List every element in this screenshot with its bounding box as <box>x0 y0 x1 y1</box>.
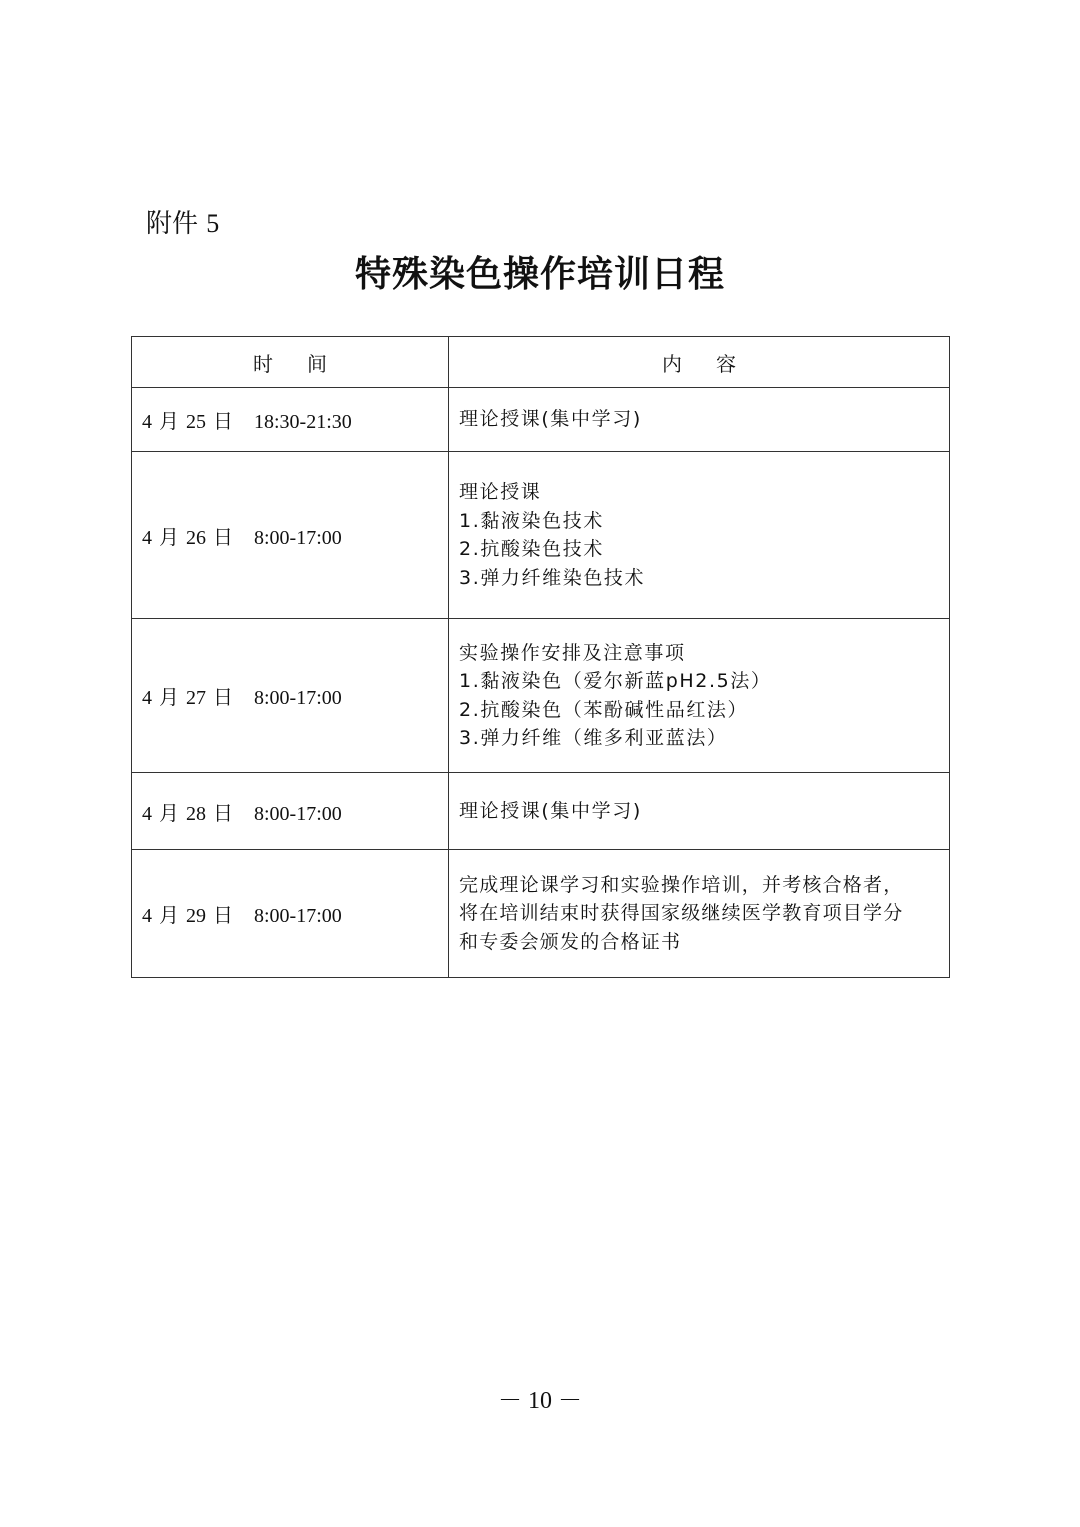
attachment-prefix: 附件 <box>146 209 199 239</box>
row-content <box>449 452 950 619</box>
content-line: 1.黏液染色技术 <box>459 509 604 532</box>
schedule-table <box>131 336 950 978</box>
table-row <box>132 619 950 773</box>
row-time: 4 月 25 日 18:30-21:30 <box>132 388 449 452</box>
content-line: 2.抗酸染色技术 <box>459 538 604 560</box>
row-content <box>449 619 950 773</box>
content-line: 理论授课(集中学习) <box>459 799 642 822</box>
content-line: 实验操作安排及注意事项 <box>459 641 686 664</box>
attachment-label <box>146 206 219 242</box>
row-time: 4 月 28 日 8:00-17:00 <box>132 773 449 850</box>
document-title: 特殊染色操作培训日程 <box>354 254 725 295</box>
content-line: 1.黏液染色（爱尔新蓝pH2.5法） <box>459 670 772 692</box>
content-line: 完成理论课学习和实验操作培训，并考核合格者， <box>459 873 904 896</box>
row-content <box>449 773 950 850</box>
attachment-number: 5 <box>206 209 220 238</box>
table-row <box>132 388 950 452</box>
table-row <box>132 850 950 978</box>
content-line: 2.抗酸染色（苯酚碱性品红法） <box>459 698 749 721</box>
table-row <box>132 452 950 619</box>
content-line: 理论授课 <box>459 481 542 503</box>
content-line: 将在培训结束时获得国家级继续医学教育项目学分 <box>459 902 904 925</box>
row-content <box>449 388 950 452</box>
header-content: 内容 <box>449 337 950 388</box>
row-time: 4 月 29 日 8:00-17:00 <box>132 850 449 978</box>
content-line: 理论授课(集中学习) <box>459 408 642 431</box>
page-number: － 10 － <box>498 1388 582 1414</box>
row-time: 4 月 26 日 8:00-17:00 <box>132 452 449 619</box>
content-line: 和专委会颁发的合格证书 <box>459 930 682 953</box>
content-line: 3.弹力纤维（维多利亚蓝法） <box>459 727 728 749</box>
table-row <box>132 773 950 850</box>
row-time: 4 月 27 日 8:00-17:00 <box>132 619 449 773</box>
header-time: 时间 <box>132 337 449 388</box>
table-header-row <box>132 337 950 388</box>
row-content <box>449 850 950 978</box>
content-line: 3.弹力纤维染色技术 <box>459 566 646 589</box>
